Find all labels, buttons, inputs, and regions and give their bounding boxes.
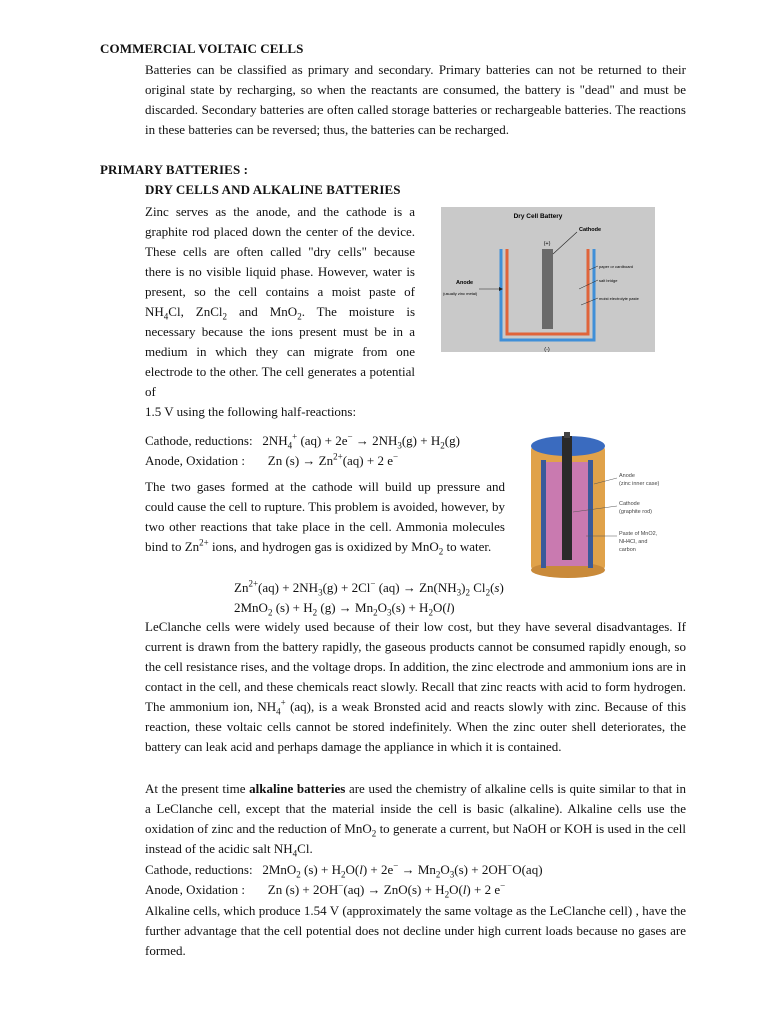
leclanche-paragraph: LeClanche cells were widely used because of their low cost, but they have several disadvantages. If current is drawn from the battery rapidly, the gaseous products cannot be consumed rapidly enough, so the cell resistance rises, and the voltage drops. In addition, the zinc electrode and ammonium ions are in contact in the cell, and these chemicals react slowly. Recall that zinc reacts with acid to form hydrogen. The ammonium ion, $NH_4^+$ (aq), is a weak Bronsted acid and reacts slowly with zinc. Because of this reaction, these voltaic cells cannot be stored indefinitely. When the zinc outer shell deteriorates, the battery can leak acid and perhaps damage the appliance in which it is contained. [145, 619, 686, 754]
gases-paragraph: The two gases formed at the cathode will build up pressure and could cause the cell to rupture. This problem is avoided, however, by two other reactions that take place in the cell. Ammonia molecules bind to $Zn^{2+}$ ions, and hydrogen gas is oxidized by MnO$_2$ to water. [145, 479, 505, 557]
dry-cathode-equation: Cathode, reductions: $2NH_4^+$ $(aq) + 2e^- \to 2NH_3(g) + H_2(g)$ [145, 431, 460, 451]
minus-terminal-label: (-) [544, 347, 550, 352]
cathode-sub-label-2: (graphite rod) [619, 509, 653, 515]
dry-cell-paragraph: Zinc serves as the anode, and the cathode is a graphite rod placed down the center of the device. These cells are often called "dry cells" because there is no visible liquid phase. However, water is present, so the cell contains a moist paste of $NH_4Cl$, ZnCl$_2$ and MnO$_2$. The moisture is necessary because the ions present must be in a medium in which they can migrate from one electrode to the other. The cell generates a potential of [145, 204, 416, 399]
alkaline-paragraph: At the present time alkaline batteries are used the chemistry of alkaline cells is quite similar to that in a LeClanche cell, except that the material inside the cell is basic (alkaline). Alkaline cells use the oxidation of zinc and the reduction of MnO$_2$ to generate a current, but NaOH or KOH is used in the cell instead of the acidic salt $NH_4Cl$. [145, 781, 687, 859]
paste-label: moist electrolyte paste [599, 296, 639, 301]
plus-terminal-label: (+) [543, 241, 551, 247]
salt-bridge-label: salt bridge [599, 278, 618, 283]
cutaway-battery-image [528, 432, 678, 582]
zinc-liner [541, 460, 546, 568]
anode-sub-label: (usually zinc metal) [443, 291, 478, 296]
alkaline-batteries-term: alkaline batteries [249, 781, 346, 796]
cathode-label-2: Cathode [619, 501, 640, 507]
section-title: COMMERCIAL VOLTAIC CELLS [100, 41, 304, 56]
anode-label: Anode [456, 280, 474, 286]
paste-label-2a: Paste of MnO2, [619, 531, 658, 537]
paper-label: paper or cardboard [599, 264, 634, 269]
diagram-title: Dry Cell Battery [513, 213, 563, 220]
dry-cell-diagram [441, 207, 655, 352]
paste-label-2b: NH4Cl, and [619, 539, 648, 545]
dry-cells-heading: DRY CELLS AND ALKALINE BATTERIES [145, 182, 401, 197]
dry-anode-equation: Anode, Oxidation : Zn $(s) \to Zn^{2+}(aq) + 2$ e− [145, 451, 399, 468]
complex-formation-equation: $Zn^{2+}(aq) + 2NH_3(g) + 2Cl^-$ $(aq) \to Zn(NH_3)_2$ $Cl_2(s)$ [234, 578, 504, 598]
graphite-rod-2 [562, 436, 572, 560]
anode-sub-label-2: (zinc inner case) [619, 481, 660, 487]
dry-cell-last-line: 1.5 V using the following half-reactions: [145, 404, 357, 419]
hydrogen-oxidation-equation: 2MnO$_2$ $(s) + H_2$ $(g) \to Mn_2O_3(s) + H_2O(l)$ [234, 600, 455, 618]
primary-batteries-heading: PRIMARY BATTERIES : [100, 162, 249, 177]
paste-label-2c: carbon [619, 547, 636, 553]
alkaline-cathode-equation: Cathode, reductions: 2MnO$_2$ $(s) + H_2O(l) + 2e^- \to Mn_2O_3(s) + 2OH^-O(aq)$ [145, 860, 543, 880]
cathode-label: Cathode [579, 227, 601, 233]
closing-paragraph: Alkaline cells, which produce 1.54 V (approximately the same voltage as the LeClanche cell) , have the further advantage that the cell potential does not decline under high current loads because no gases are formed. [145, 903, 686, 958]
graphite-rod [542, 249, 553, 329]
alkaline-anode-equation: Anode, Oxidation : Zn $(s) + 2OH^-(aq) \to ZnO(s) + H_2O(l) + 2$ e− [145, 880, 506, 900]
intro-paragraph: Batteries can be classified as primary and secondary. Primary batteries can not be returned to their original state by recharging, so when the reactants are consumed, the battery is "dead" and must be discarded. Secondary batteries are often called storage batteries or rechargeable batteries. The reactions in these batteries can be reversed; thus, the batteries can be recharged. [145, 62, 686, 137]
anode-label-2: Anode [619, 473, 635, 479]
